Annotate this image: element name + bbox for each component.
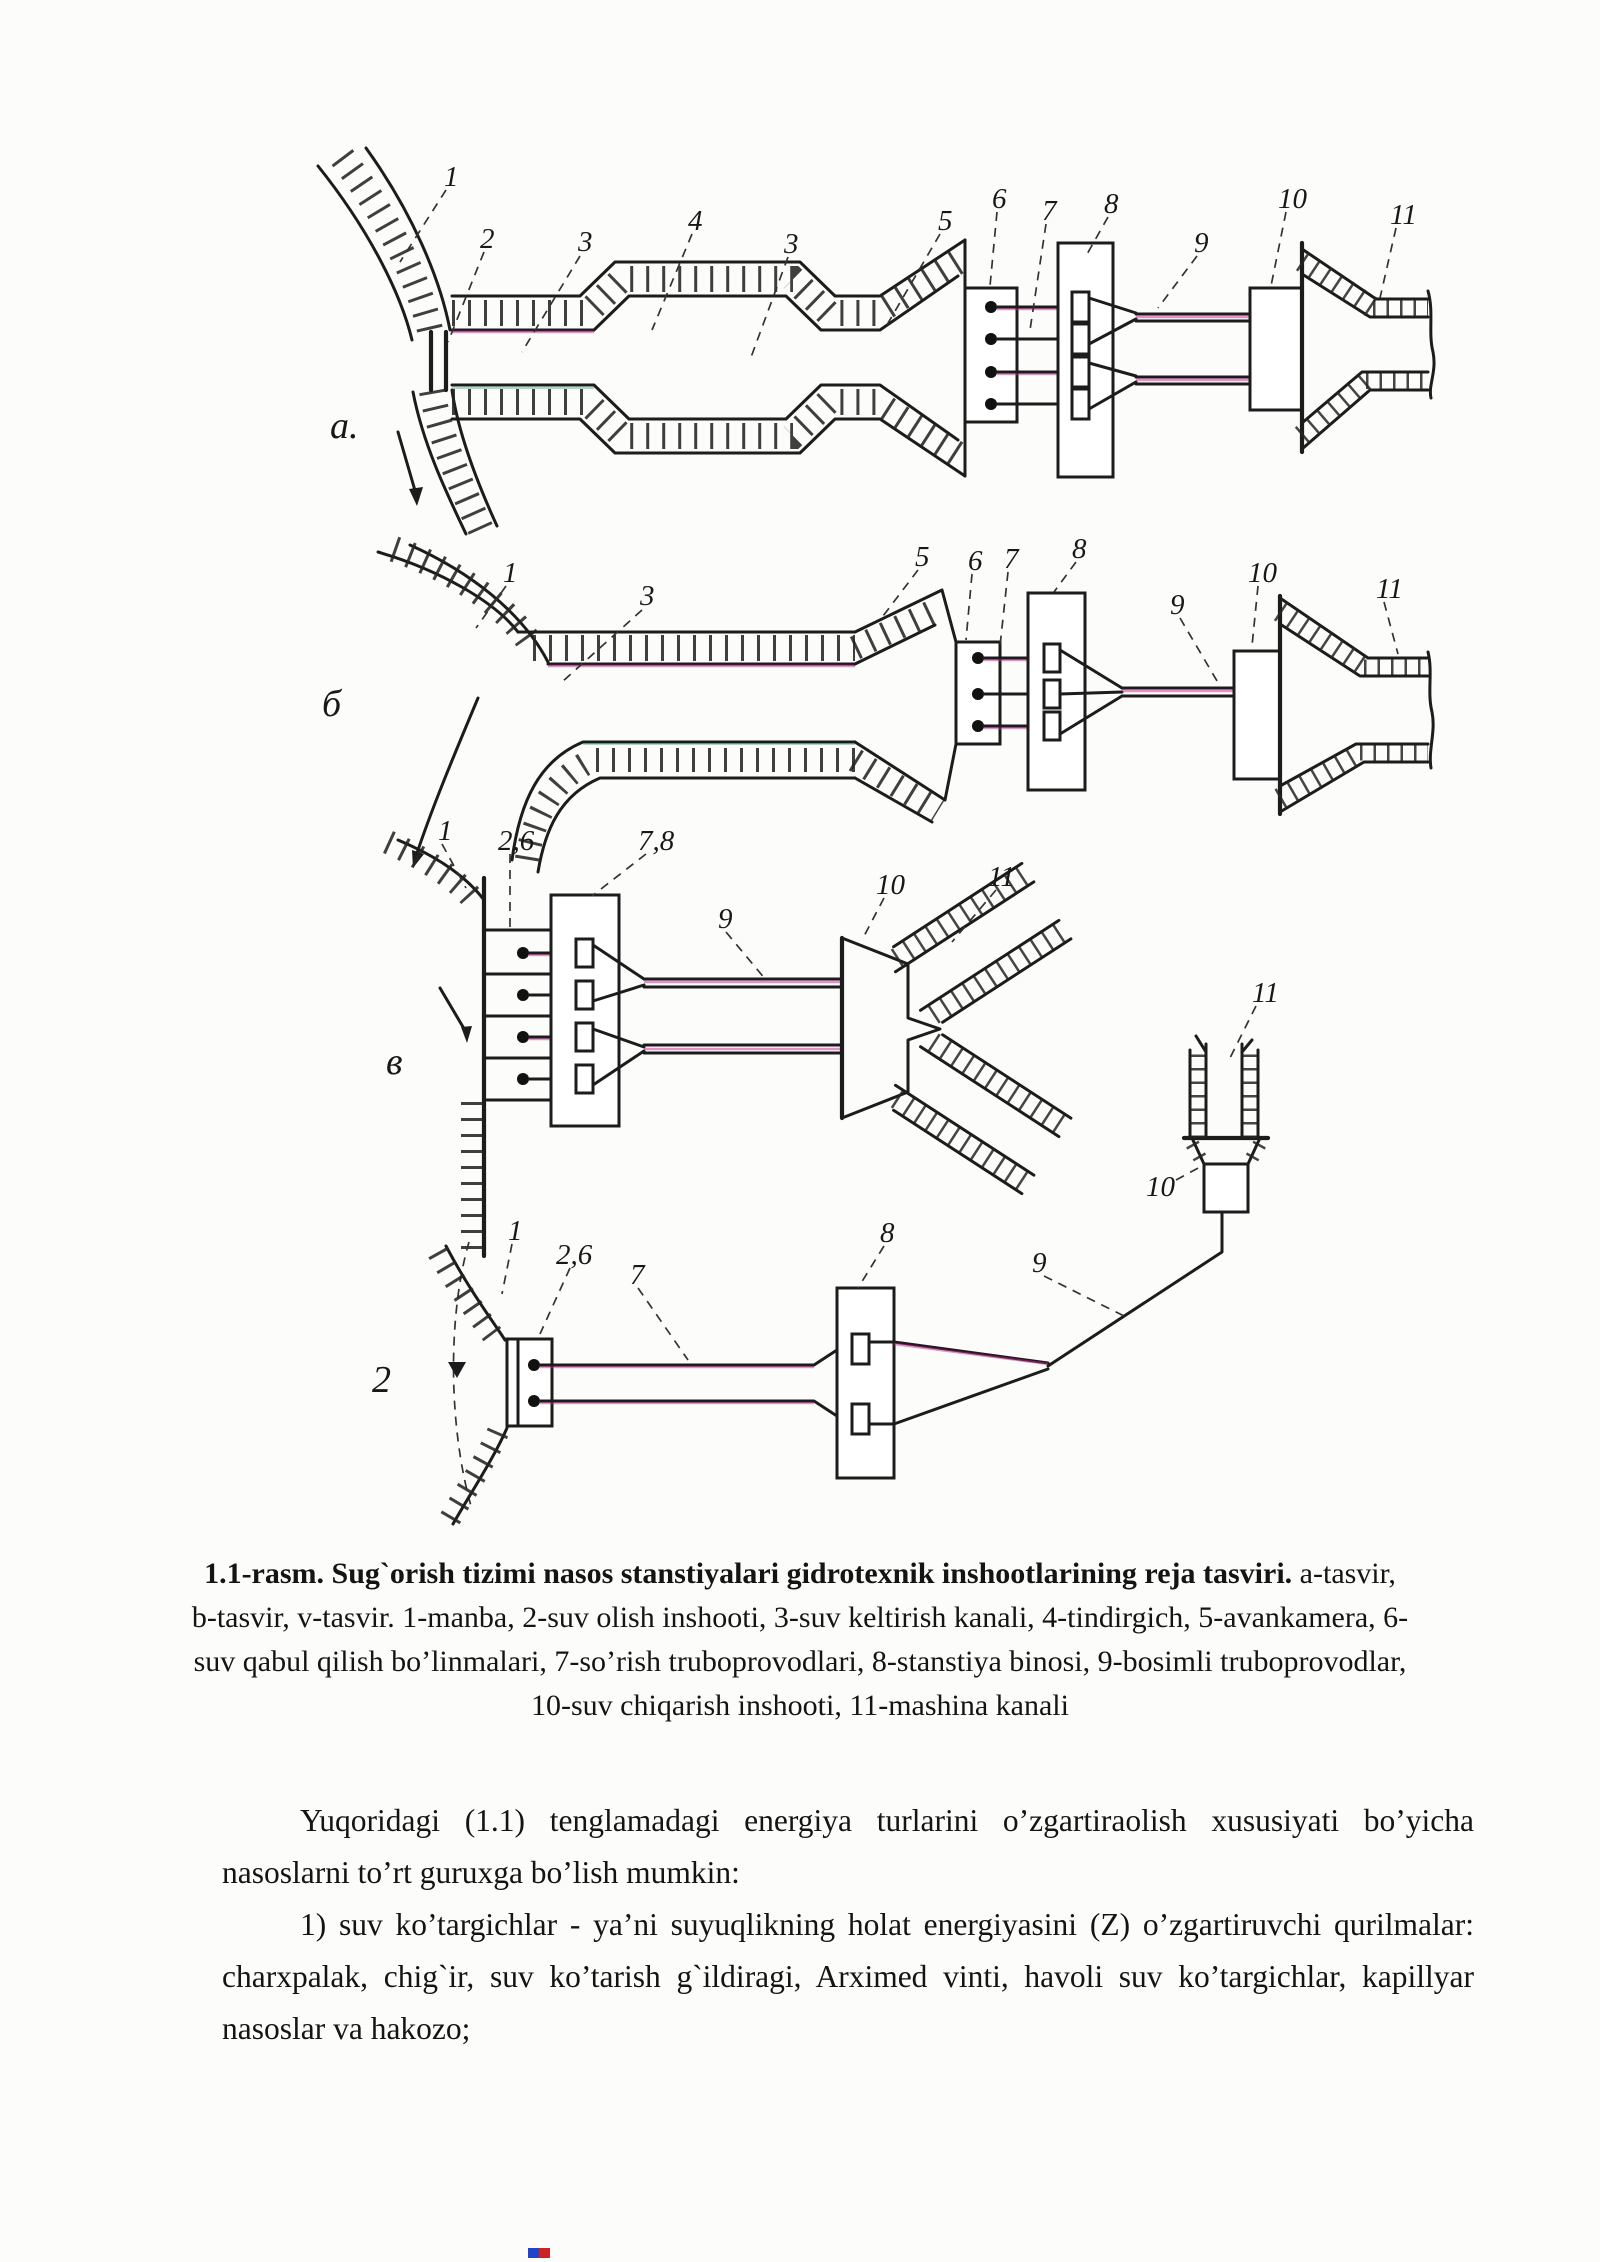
figure-label: 9 — [718, 903, 733, 935]
figure-label: 7,8 — [638, 825, 675, 857]
figure-label: 1 — [438, 815, 453, 847]
figure-label: 7 — [1004, 543, 1019, 575]
figure-label: 9 — [1032, 1247, 1047, 1279]
pressure-pipelines — [644, 979, 842, 1053]
station-building — [837, 1288, 1048, 1478]
station-building — [1058, 243, 1136, 477]
figure-label: 11 — [1376, 573, 1403, 605]
station-building — [1028, 593, 1122, 790]
figure-label: 9 — [1170, 589, 1185, 621]
panel-b — [322, 533, 1433, 872]
figure-label: 3 — [640, 580, 655, 612]
pressure-pipeline — [1122, 688, 1234, 696]
figure-caption-bold: 1.1-rasm. Sug`orish tizimi nasos stanstiyalari gidrotexnik inshootlarining reja tasviri. — [204, 1557, 1293, 1590]
outlet-structure — [1250, 243, 1302, 452]
machine-canal — [1302, 249, 1434, 449]
machine-canal — [1280, 598, 1433, 812]
scan-artifact-blue — [528, 2248, 539, 2258]
figure-label: 8 — [1104, 188, 1119, 220]
figure-label: 4 — [688, 205, 703, 237]
figure-label: 2,6 — [556, 1239, 593, 1271]
panel-letter: a. — [330, 405, 359, 447]
figure-label: 5 — [938, 205, 953, 237]
paragraph-2: 1) suv ko’targichlar - ya’ni suyuqlikning holat energiyasini (Z) o’zgartiruvchi qurilmalar: charxpalak, chig`ir, suv ko’tarish g`ildiragi, Arximed vinti, havoli suv ko’targichlar, kapillyar nasoslar va hakozo; — [222, 1907, 1474, 2046]
flow-arrow — [398, 432, 416, 494]
figure-label: 7 — [1042, 195, 1057, 227]
panel-letter: в — [386, 1041, 403, 1083]
figure-label: 1 — [503, 557, 518, 589]
river-source — [318, 148, 497, 534]
figure-label: 11 — [1390, 199, 1417, 231]
figure-label: 7 — [630, 1259, 645, 1291]
pressure-pipeline — [1048, 1212, 1222, 1366]
pressure-pipelines — [1136, 314, 1250, 384]
machine-canal-upper — [883, 863, 1070, 1028]
figure-label: 10 — [1146, 1171, 1175, 1203]
panel-v-labels — [386, 815, 1015, 1083]
body-text — [222, 1795, 1474, 2055]
outlet-structure — [842, 938, 940, 1118]
figure-label: 10 — [1278, 183, 1307, 215]
figure-label: 1 — [444, 161, 459, 193]
figure-label: 5 — [915, 541, 930, 573]
forebay — [855, 590, 956, 822]
figure-label: 2 — [372, 1359, 391, 1401]
paragraph-1: Yuqoridagi (1.1) tenglamadagi energiya turlarini o’zgartiraolish xususiyati bo’yicha nasoslarni to’rt guruxga bo’lish mumkin: — [222, 1803, 1474, 1890]
panel-g-labels — [372, 977, 1279, 1401]
station-building — [551, 895, 644, 1126]
figure-label: 8 — [1072, 533, 1087, 565]
figure-label: 1 — [508, 1215, 523, 1247]
figure-label: 6 — [992, 183, 1007, 215]
machine-canal — [1190, 1036, 1258, 1138]
figure-label: 8 — [880, 1217, 895, 1249]
river-source — [378, 545, 548, 868]
machine-canal-lower — [883, 1028, 1070, 1193]
scan-artifact-red — [539, 2248, 550, 2258]
supply-canal — [452, 240, 965, 476]
panel-a — [318, 148, 1434, 534]
figure-label: 3 — [578, 226, 593, 258]
outlet-structure — [1234, 596, 1280, 814]
figure-label: 2 — [480, 223, 495, 255]
figure-label: 10 — [876, 869, 905, 901]
water-intake-gate — [431, 332, 446, 390]
figure-label: 9 — [1194, 227, 1209, 259]
water-level-mark — [448, 1362, 466, 1378]
panel-letter: б — [322, 683, 342, 725]
figure-label: 10 — [1248, 557, 1277, 589]
river-bank — [438, 1242, 507, 1524]
supply-canal — [512, 632, 855, 872]
figure-label: 11 — [988, 861, 1015, 893]
suction-pipes — [540, 1348, 852, 1418]
intake-structure — [507, 1339, 552, 1426]
panel-v — [386, 815, 1071, 1256]
figure-caption-rest: a-tasvir, b-tasvir, v-tasvir. 1-manba, 2-suv olish inshooti, 3-suv keltirish kanali, 4-tindirgich, 5-avankamera, 6-suv qabul qilish bo’linmalari, 7-so’rish truboprovodlari, 8-stanstiya binosi, 9-bosimli truboprovodlar, 10-suv chiqarish inshooti, 11-mashina kanali — [191, 1557, 1409, 1722]
figure-label: 11 — [1252, 977, 1279, 1009]
scan-artifact — [528, 2248, 550, 2258]
figure-label: 2,6 — [498, 825, 535, 857]
outlet-structure — [1184, 1138, 1268, 1212]
figure-caption — [190, 1552, 1410, 1728]
figure-label: 3 — [784, 228, 799, 260]
figure-label: 6 — [968, 545, 983, 577]
